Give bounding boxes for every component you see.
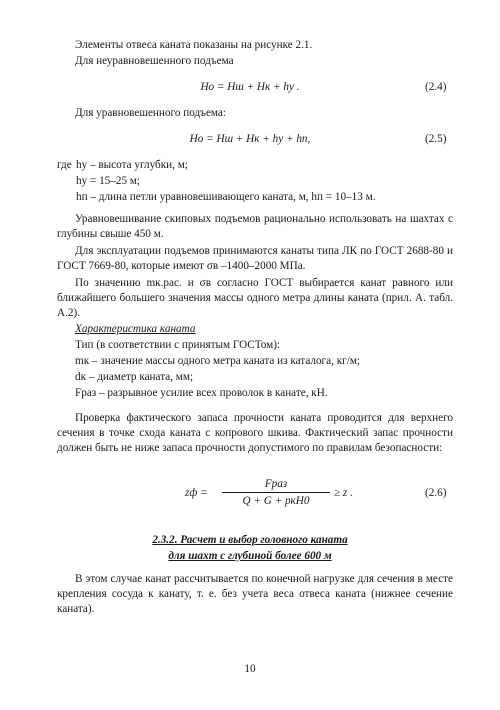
paragraph-balanced: Для уравновешенного подъема:: [75, 107, 226, 119]
section-heading-line-2: для шахт с глубиной более 600 м: [168, 550, 332, 563]
where-line-2: hу = 15–25 м;: [76, 175, 141, 187]
page-number: 10: [244, 663, 256, 675]
paragraph-rope-type: Тип (в соответствии с принятым ГОСТом):: [75, 339, 281, 351]
where-line-1: hу – высота углубки, м;: [76, 159, 188, 171]
paragraph-balancing: Уравновешивание скиповых подъемов рационально использовать на шахтах с глубины свыше 450 м.: [57, 213, 453, 240]
paragraph-final-load: В этом случае канат рассчитывается по конечной нагрузке для сечения в месте крепления сосуда к канату, т. е. без учета веса отвеса каната (нижнее сечение каната).: [57, 573, 453, 615]
formula-2-6-number: (2.6): [425, 487, 447, 499]
paragraph-breaking-force: Fраз – разрывное усилие всех проволок в канате, кН.: [75, 387, 328, 399]
paragraph-unbalanced: Для неуравновешенного подъема: [75, 55, 234, 67]
rope-characteristics-heading: Характеристика каната: [75, 323, 196, 335]
formula-2-5-number: (2.5): [425, 133, 447, 145]
formula-2-4-number: (2.4): [425, 81, 447, 93]
formula-2-6: [0, 477, 500, 513]
paragraph-rope-selection: По значению mк.рас. и σв согласно ГОСТ выбирается канат равного или ближайшего большего значения массы одного метра длины каната (прил. А. табл. А.2).: [57, 277, 453, 319]
paragraph-figure-ref: Элементы отвеса каната показаны на рисунке 2.1.: [75, 39, 313, 51]
paragraph-rope-types: Для эксплуатации подъемов принимаются канаты типа ЛК по ГОСТ 2688-80 и ГОСТ 7669-80, которые имеют σв –1400–2000 МПа.: [57, 245, 453, 272]
formula-2-5: [0, 132, 500, 147]
formula-2-6-lhs: zф =: [185, 487, 208, 499]
formula-2-6-rhs: ≥ z .: [334, 487, 353, 499]
paragraph-rope-mass: mк – значение массы одного метра каната из каталога, кг/м;: [75, 355, 361, 367]
formula-2-6-denominator: Q + G + pкH0: [242, 495, 310, 507]
fraction-bar: [222, 492, 330, 493]
formula-2-4-expression: Hо = Hш + Hк + hу .: [200, 81, 300, 93]
section-heading-line-1: 2.3.2. Расчет и выбор головного каната: [152, 534, 348, 546]
formula-2-4: [0, 80, 500, 95]
section-heading: [0, 532, 500, 564]
where-label: где: [57, 159, 72, 171]
where-line-3: hп – длина петли уравновешивающего каната, м, hп = 10–13 м.: [76, 191, 376, 203]
formula-2-5-expression: Hо = Hш + Hк + hу + hп,: [189, 133, 311, 145]
formula-2-6-numerator: Fраз: [264, 478, 288, 490]
paragraph-rope-diameter: dк – диаметр каната, мм;: [75, 371, 194, 383]
paragraph-safety-check: Проверка фактического запаса прочности каната проводится для верхнего сечения в точке схода каната с копрового шкива. Фактический запас прочности должен быть не ниже запаса прочности допустимого по правилам безопасности:: [57, 412, 453, 454]
